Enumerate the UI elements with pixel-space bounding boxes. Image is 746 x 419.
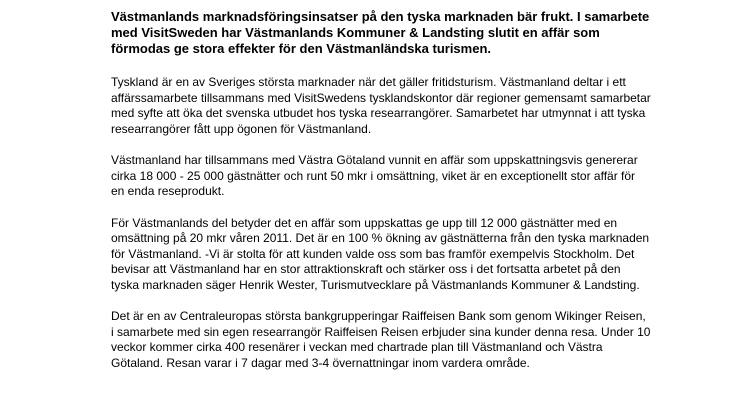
document-body [111, 9, 651, 387]
body-paragraph: Det är en av Centraleuropas största bankgrupperingar Raiffeisen Bank som genom Wikinger Reisen, i samarbete med sin egen researrangör Raiffeisen Reisen erbjuder sina kunder denna resa. Under 10 veckor kommer cirka 400 resenärer i veckan med chartrade plan till Västmanland och Västra Götaland. Resan varar i 7 dagar med 3-4 övernattningar inom vardera område. [111, 309, 651, 370]
body-paragraph: Västmanland har tillsammans med Västra Götaland vunnit en affär som uppskattningsvis genererar cirka 18 000 - 25 000 gästnätter och runt 50 mkr i omsättning, viket är en exceptionellt stor affär för en enda reseprodukt. [111, 153, 638, 198]
body-paragraph: Tyskland är en av Sveriges största marknader när det gäller fritidsturism. Västmanland deltar i ett affärssamarbete tillsammans med VisitSwedens tysklandskontor där regioner gemensamt samarbetar med syfte att öka det svenska utbudet hos tyska researrangörer. Samarbetet har utmynnat i att tyska researrangörer fått upp ögonen för Västmanland. [111, 75, 651, 136]
body-paragraph: För Västmanlands del betyder det en affär som uppskattas ge upp till 12 000 gästnätter med en omsättning på 20 mkr våren 2011. Det är en 100 % ökning av gästnätterna från den tyska marknaden för Västmanland. -Vi är stolta för att kunden valde oss som bas framför exempelvis Stockholm. Det bevisar att Västmanland har en stor attraktionskraft och stärker oss i det fortsatta arbetet på den tyska marknaden säger Henrik Wester, Turismutvecklare på Västmanlands Kommuner & Landsting. [111, 215, 650, 292]
lead-paragraph: Västmanlands marknadsföringsinsatser på den tyska marknaden bär frukt. I samarbete med VisitSweden har Västmanlands Kommuner & Landsting slutit en affär som förmodas ge stora effekter för den Västmanländska turismen. [111, 9, 650, 56]
